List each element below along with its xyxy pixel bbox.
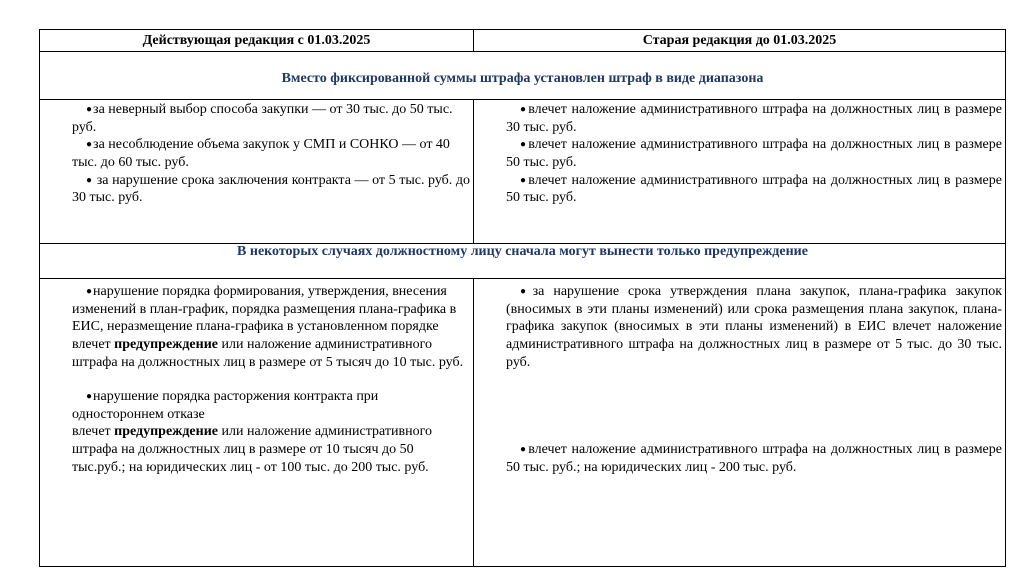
- section2-old-cell: [474, 279, 1006, 567]
- section1-new-cell: [40, 100, 474, 243]
- bullet-icon: ●: [86, 391, 93, 403]
- section2-title-row: [40, 243, 1006, 279]
- section1-title: Вместо фиксированной суммы штрафа установлен штраф в виде диапазона: [281, 71, 764, 87]
- list-item: ●нарушение порядка формирования, утверждения, внесения изменений в план-график, порядка размещения плана-графика в ЕИС, неразмещение плана-графика в установленном порядке: [72, 284, 457, 335]
- bullet-icon: ●: [86, 174, 93, 186]
- bullet-icon: ●: [520, 286, 532, 298]
- list-item: ● за нарушение срока заключения контракта — от 5 тыс. руб. до 30 тыс. руб.: [72, 172, 470, 206]
- list-item: ●влечет наложение административного штрафа на должностных лиц в размере 50 тыс. руб.: [506, 137, 1002, 170]
- section2-new-cell: [40, 279, 474, 567]
- section1-old-cell: [474, 100, 1006, 243]
- bullet-icon: ●: [86, 286, 93, 298]
- list-item: ●за нарушение срока утверждения плана закупок, плана-графика закупок (вносимых в эти планы изменений) или срока размещения плана закупок, плана-графика закупок (вносимых в эти планы изменений) в ЕИС влечет наложение административного штрафа на должностных лиц в размере от 5 тыс. до 30 тыс. руб.: [506, 284, 1002, 370]
- warning-emphasis: предупреждение: [114, 424, 218, 440]
- penalty-text: влечет предупреждение или наложение административного штрафа на должностных лиц в размере от 10 тысяч до 50 тыс.руб.; на юридических лиц - от 100 тыс. до 200 тыс. руб.: [72, 424, 432, 475]
- comparison-table: [39, 29, 1006, 567]
- header-new-edition: Действующая редакция с 01.03.2025: [40, 30, 474, 52]
- section2-title: В некоторых случаях должностному лицу сначала могут вынести только предупреждение: [237, 243, 808, 259]
- bullet-icon: ●: [520, 174, 528, 186]
- bullet-icon: ●: [520, 139, 528, 151]
- list-item: ●влечет наложение административного штрафа на должностных лиц в размере 30 тыс. руб.: [506, 102, 1002, 135]
- bullet-icon: ●: [520, 104, 528, 116]
- section1-content-row: [40, 100, 1006, 243]
- list-item: ●влечет наложение административного штрафа на должностных лиц в размере 50 тыс. руб.; на юридических лиц - 200 тыс. руб.: [506, 442, 1002, 475]
- warning-emphasis: предупреждение: [114, 336, 218, 352]
- bullet-icon: ●: [86, 104, 93, 116]
- bullet-icon: ●: [520, 444, 528, 456]
- list-item: ●за неверный выбор способа закупки — от 30 тыс. до 50 тыс. руб.: [72, 102, 453, 135]
- bullet-icon: ●: [86, 139, 93, 151]
- header-old-edition: Старая редакция до 01.03.2025: [474, 30, 1006, 52]
- list-item: ●влечет наложение административного штрафа на должностных лиц в размере 50 тыс. руб.: [506, 172, 1002, 206]
- header-row: [40, 30, 1006, 52]
- section2-content-row: [40, 279, 1006, 567]
- section1-title-row: [40, 52, 1006, 100]
- list-item: ●за несоблюдение объема закупок у СМП и СОНКО — от 40 тыс. до 60 тыс. руб.: [72, 137, 450, 170]
- list-item: ●нарушение порядка расторжения контракта при одностороннем отказе: [72, 389, 379, 422]
- penalty-text: влечет предупреждение или наложение административного штрафа на должностных лиц в размере от 5 тысяч до 10 тыс. руб.: [72, 336, 464, 370]
